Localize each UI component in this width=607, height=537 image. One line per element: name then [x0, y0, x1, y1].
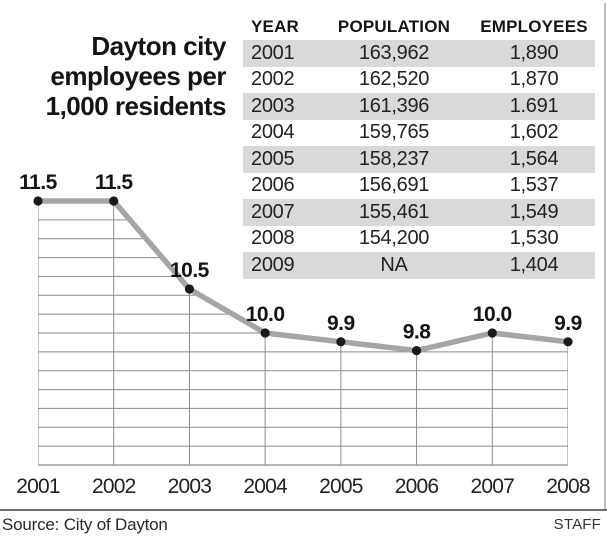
table-cell-population: NA [380, 253, 408, 276]
source-credit: Source: City of Dayton [2, 515, 168, 534]
table-cell-year: 2007 [251, 200, 295, 223]
data-point-marker [109, 196, 118, 205]
data-point-marker [185, 284, 194, 293]
data-point-label: 10.5 [169, 259, 209, 282]
table-cell-population: 159,765 [358, 121, 430, 144]
table-cell-employees: 1,564 [509, 147, 559, 170]
table-cell-employees: 1,890 [509, 41, 559, 64]
column-divider [604, 3, 606, 509]
data-point-label: 10.0 [472, 303, 512, 326]
chart-title-line-1: Dayton city [91, 31, 226, 61]
footer-divider [0, 509, 607, 511]
table-cell-year: 2009 [251, 253, 295, 276]
data-point-label: 11.5 [19, 171, 57, 194]
table-cell-year: 2003 [251, 94, 295, 117]
x-axis-tick-label: 2002 [91, 475, 136, 498]
table-cell-population: 158,237 [358, 147, 430, 170]
table-cell-year: 2001 [251, 41, 295, 64]
table-cell-population: 156,691 [358, 174, 430, 197]
table-header-population: POPULATION [337, 17, 451, 36]
table-cell-year: 2006 [251, 174, 295, 197]
data-point-label: 9.8 [402, 320, 431, 344]
table-cell-employees: 1.691 [509, 94, 559, 117]
table-cell-population: 162,520 [358, 68, 430, 91]
table-cell-employees: 1,530 [509, 227, 559, 250]
chart-title-line-3: 1,000 residents [45, 91, 226, 121]
table-cell-population: 163,962 [358, 41, 430, 64]
x-axis-tick-label: 2006 [394, 475, 439, 498]
table-cell-year: 2004 [251, 121, 295, 144]
chart-grid [38, 195, 568, 465]
data-point-label: 9.9 [327, 311, 355, 335]
table-cell-population: 154,200 [358, 227, 430, 250]
table-cell-population: 161,396 [358, 94, 430, 117]
data-point-marker [336, 337, 345, 346]
data-point-label: 10.0 [245, 303, 285, 326]
table-cell-year: 2008 [251, 227, 295, 250]
table-cell-employees: 1,404 [509, 253, 559, 276]
table-cell-year: 2002 [251, 68, 295, 91]
table-cell-employees: 1,602 [509, 121, 559, 144]
x-axis-tick-label: 2004 [243, 475, 287, 498]
table-header-year: YEAR [251, 17, 300, 36]
x-axis-tick-label: 2005 [319, 475, 363, 498]
table-cell-employees: 1,537 [509, 174, 559, 197]
table-cell-employees: 1,549 [509, 200, 559, 223]
data-line [38, 201, 568, 351]
data-point-marker [563, 337, 572, 346]
table-cell-employees: 1,870 [509, 68, 559, 91]
data-point-label: 11.5 [94, 171, 133, 194]
data-point-marker [33, 196, 42, 205]
chart-title-line-2: employees per [50, 61, 226, 91]
data-point-label: 9.9 [554, 311, 582, 335]
table-header-employees: EMPLOYEES [480, 17, 588, 36]
x-axis-tick-label: 2003 [167, 475, 212, 498]
table-cell-year: 2005 [251, 147, 295, 170]
data-point-marker [412, 346, 421, 355]
data-point-marker [261, 328, 270, 337]
x-axis-tick-label: 2007 [470, 475, 515, 498]
x-axis-tick-label: 2008 [546, 475, 590, 498]
x-axis-tick-label: 2001 [16, 475, 60, 498]
table-cell-population: 155,461 [358, 200, 430, 223]
data-point-marker [488, 328, 497, 337]
staff-credit: STAFF [553, 516, 601, 533]
